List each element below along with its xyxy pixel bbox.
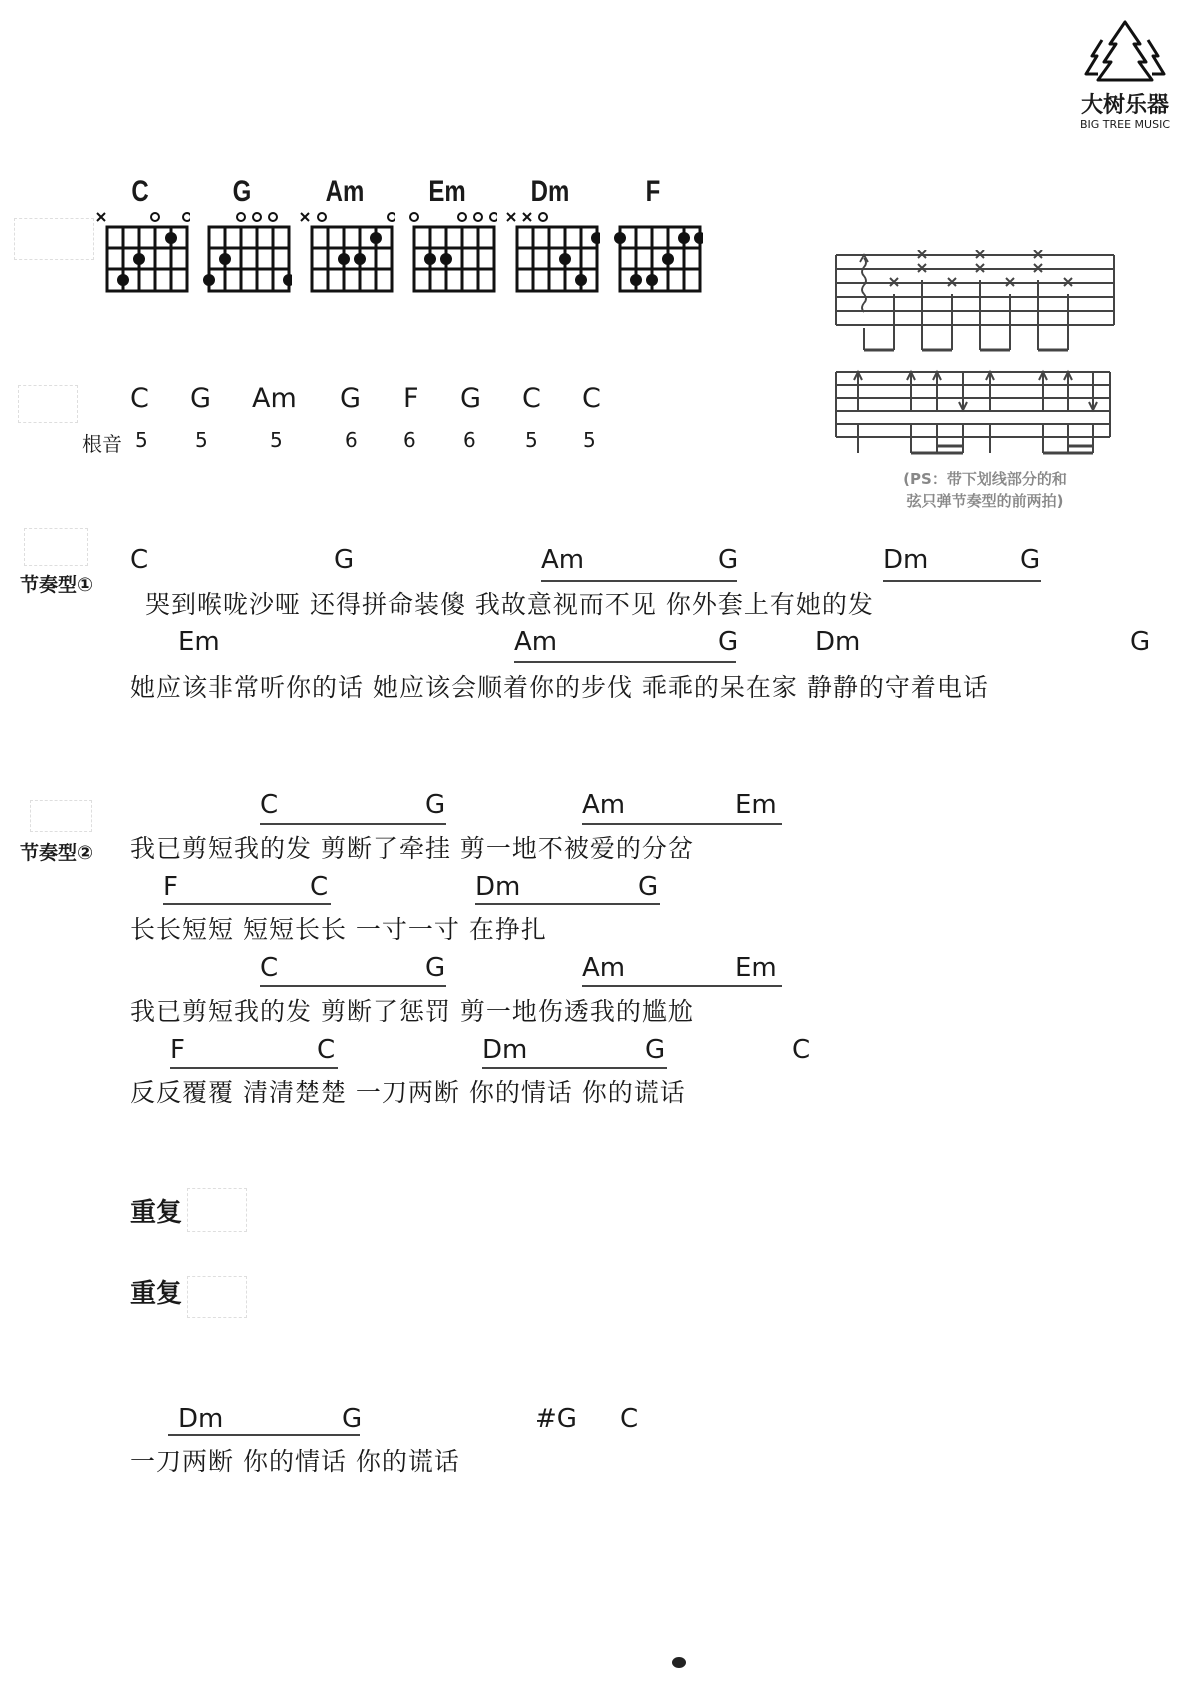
lyric-chord: Dm xyxy=(482,1035,528,1065)
strum-note-line2: 弦只弹节奏型的前两拍) xyxy=(906,492,1064,510)
fretboard-icon xyxy=(505,211,600,311)
chord-diagram-em xyxy=(402,175,492,305)
lyric-chord: Em xyxy=(735,790,777,820)
repeat-label: 重复 xyxy=(130,1198,183,1228)
root-note: 6 xyxy=(403,428,416,452)
lyric-chord: C xyxy=(260,953,279,983)
faint-repeat-tag xyxy=(187,1188,247,1232)
chord-underline xyxy=(475,903,660,905)
lyric-chord: Dm xyxy=(815,627,861,657)
faint-verse-tag xyxy=(24,528,88,566)
chord-underline xyxy=(541,580,737,582)
lyric-chord: G xyxy=(1130,627,1151,657)
lyric-chord: G xyxy=(1020,545,1041,575)
faint-section-tag xyxy=(14,218,94,260)
faint-chorus-tag xyxy=(30,800,92,832)
lyric-chord: G xyxy=(638,872,659,902)
chord-underline xyxy=(168,1434,360,1436)
lyric-chord: Em xyxy=(735,953,777,983)
chord-underline xyxy=(482,1067,667,1069)
fretboard-icon xyxy=(300,211,395,311)
lyric-chord: F xyxy=(170,1035,185,1065)
section-2-label: 节奏型② xyxy=(20,842,94,864)
lyric-chord: F xyxy=(163,872,178,902)
lyric-chord: G xyxy=(425,790,446,820)
root-note: 5 xyxy=(525,428,538,452)
lyric-chord: G xyxy=(718,545,739,575)
lyric-chord: Am xyxy=(582,790,626,820)
chord-diagram-dm xyxy=(505,175,595,305)
lyric-chord: G xyxy=(342,1404,363,1434)
lyric-chord: C xyxy=(317,1035,336,1065)
lyric-line: 长长短短 短短长长 一寸一寸 在挣扎 xyxy=(130,915,547,944)
lyric-chord: Dm xyxy=(475,872,521,902)
rhythm-pattern-1-diagram xyxy=(830,250,1120,360)
lyric-chord: Dm xyxy=(883,545,929,575)
fretboard-icon xyxy=(95,211,190,311)
root-note: 5 xyxy=(583,428,596,452)
fretboard-icon xyxy=(402,211,497,311)
intro-chord: Am xyxy=(252,383,297,414)
chord-name: Am xyxy=(325,175,365,208)
intro-chord: C xyxy=(522,383,541,414)
tree-logo-icon xyxy=(1080,18,1170,88)
lyric-line: 反反覆覆 清清楚楚 一刀两断 你的情话 你的谎话 xyxy=(130,1078,686,1107)
lyric-chord: #G xyxy=(535,1404,577,1434)
root-note: 5 xyxy=(270,428,283,452)
intro-chord: G xyxy=(340,383,361,414)
repeat-label: 重复 xyxy=(130,1279,183,1309)
root-note: 6 xyxy=(345,428,358,452)
chord-name: G xyxy=(232,175,252,208)
lyric-chord: G xyxy=(645,1035,666,1065)
lyric-chord: G xyxy=(718,627,739,657)
lyric-chord: C xyxy=(260,790,279,820)
chord-name: F xyxy=(645,175,661,208)
lyric-chord: Am xyxy=(541,545,585,575)
lyric-chord: G xyxy=(334,545,355,575)
intro-chord: F xyxy=(403,383,419,414)
root-note: 6 xyxy=(463,428,476,452)
fretboard-icon xyxy=(197,211,292,311)
intro-chord: C xyxy=(130,383,149,414)
lyric-line: 我已剪短我的发 剪断了惩罚 剪一地伤透我的尴尬 xyxy=(130,997,694,1026)
lyric-chord: G xyxy=(425,953,446,983)
intro-chord: G xyxy=(460,383,481,414)
strum-note-line1: (PS：带下划线部分的和 xyxy=(903,470,1067,488)
brand-name-en: BIG TREE MUSIC xyxy=(1079,118,1171,131)
chord-diagram-f xyxy=(608,175,698,305)
lyric-chord: C xyxy=(620,1404,639,1434)
chord-underline xyxy=(163,903,331,905)
root-note: 5 xyxy=(135,428,148,452)
lyric-chord: Em xyxy=(178,627,220,657)
chord-diagram-g xyxy=(197,175,287,305)
page-mark xyxy=(672,1657,686,1668)
lyric-chord: Dm xyxy=(178,1404,224,1434)
section-1-label: 节奏型① xyxy=(20,574,94,596)
chord-diagram-c xyxy=(95,175,185,305)
lyric-line: 哭到喉咙沙哑 还得拼命装傻 我故意视而不见 你外套上有她的发 xyxy=(145,590,874,619)
chord-underline xyxy=(582,985,782,987)
intro-chord: C xyxy=(582,383,601,414)
chord-underline xyxy=(883,580,1041,582)
lyric-line: 一刀两断 你的情话 你的谎话 xyxy=(130,1447,460,1476)
lyric-chord: Am xyxy=(582,953,626,983)
chord-underline xyxy=(170,1067,338,1069)
lyric-chord: C xyxy=(310,872,329,902)
lyric-line: 她应该非常听你的话 她应该会顺着你的步伐 乖乖的呆在家 静静的守着电话 xyxy=(130,673,989,702)
brand-name-cn: 大树乐器 xyxy=(1080,93,1169,118)
root-label: 根音 xyxy=(82,432,122,456)
chord-name: Em xyxy=(428,175,466,208)
brand-logo xyxy=(1065,18,1185,131)
faint-repeat-tag xyxy=(187,1276,247,1318)
lyric-chord: Am xyxy=(514,627,558,657)
strum-note xyxy=(870,468,1100,512)
lyric-chord: C xyxy=(792,1035,811,1065)
faint-intro-tag xyxy=(18,385,78,423)
root-note: 5 xyxy=(195,428,208,452)
lyric-line: 我已剪短我的发 剪断了牵挂 剪一地不被爱的分岔 xyxy=(130,834,694,863)
lyric-chord: C xyxy=(130,545,149,575)
chord-underline xyxy=(260,985,446,987)
fretboard-icon xyxy=(608,211,703,311)
rhythm-pattern-2-diagram xyxy=(830,368,1120,458)
chord-name: Dm xyxy=(530,175,570,208)
chord-name: C xyxy=(131,175,149,208)
chord-underline xyxy=(582,823,782,825)
intro-chord: G xyxy=(190,383,211,414)
chord-underline xyxy=(260,823,446,825)
chord-diagram-am xyxy=(300,175,390,305)
chord-underline xyxy=(514,661,736,663)
